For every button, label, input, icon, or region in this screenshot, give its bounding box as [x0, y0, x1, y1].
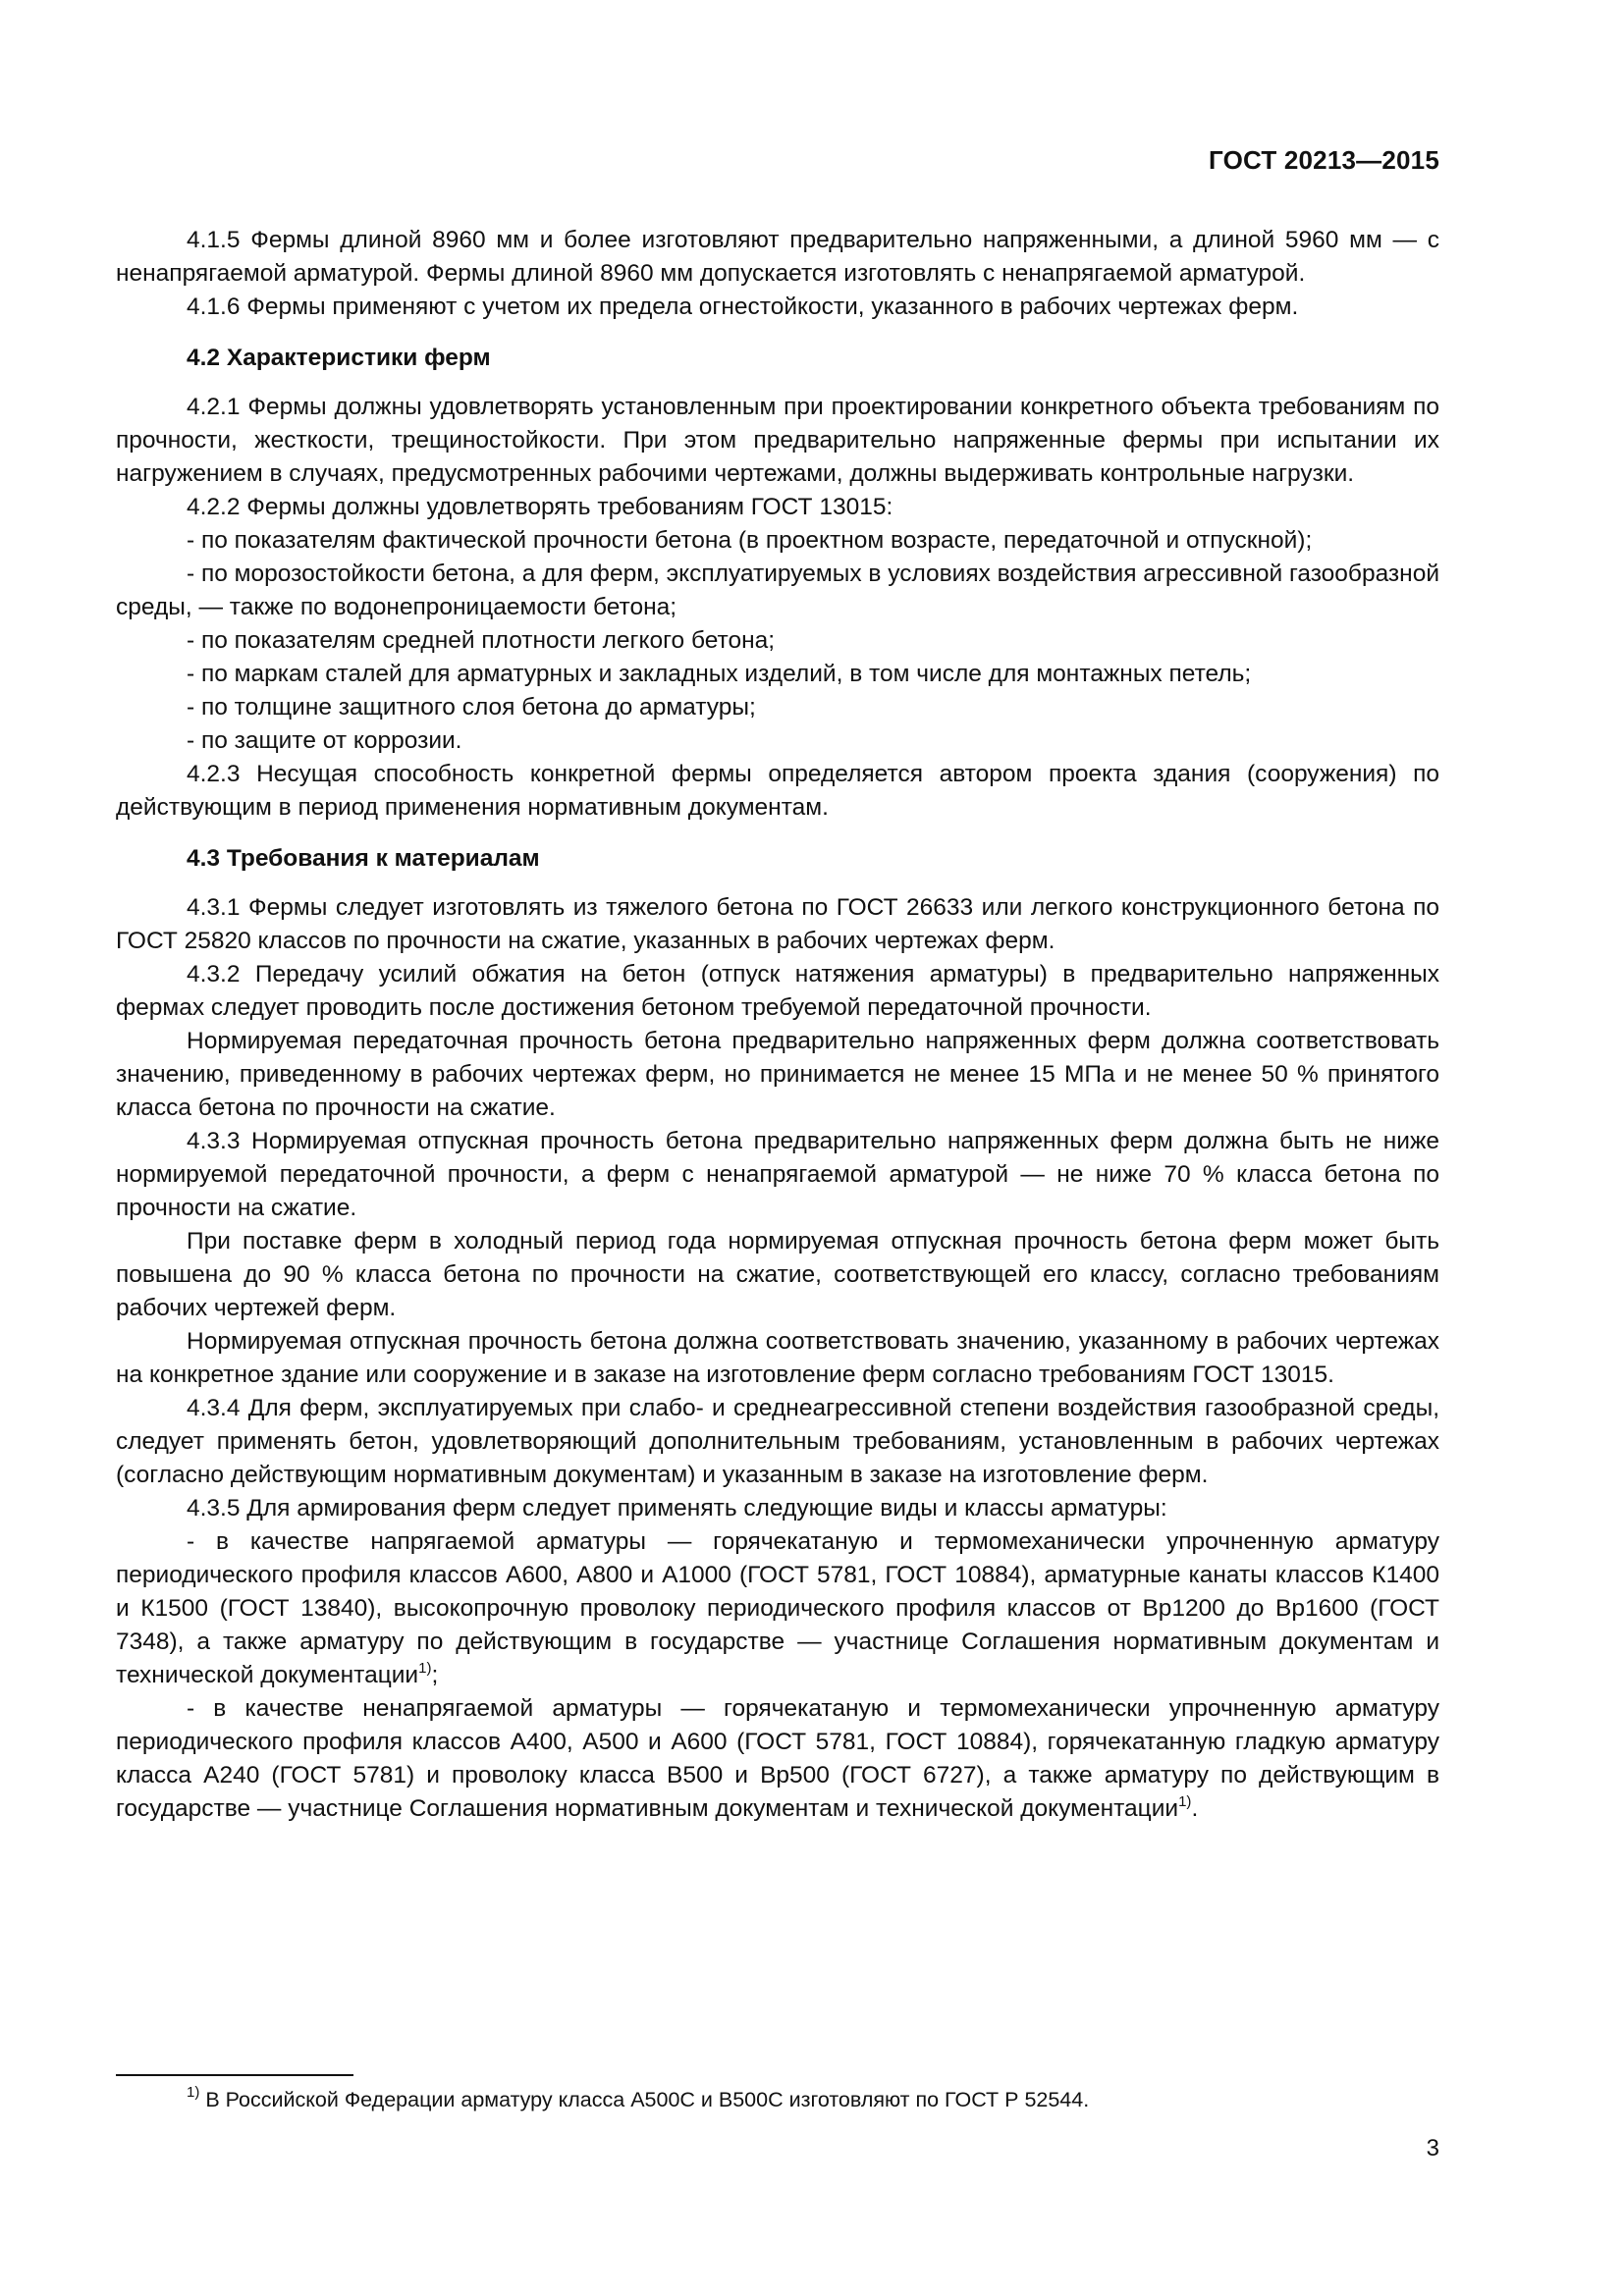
- paragraph-4-2-1: 4.2.1 Фермы должны удовлетворять установленным при проектировании конкретного объекта требованиям по прочности, жесткости, трещиностойкости. При этом предварительно напряженные фермы при испытании их нагружением в случаях, предусмотренных рабочими чертежами, должны выдерживать контрольные нагрузки.: [116, 394, 1439, 487]
- section-heading-4-3: 4.3 Требования к материалам: [187, 845, 540, 872]
- footnote: [187, 2085, 1089, 2114]
- paragraph-4-1-5: 4.1.5 Фермы длиной 8960 мм и более изготовляют предварительно напряженными, а длиной 5960 мм — с ненапрягаемой арматурой. Фермы длиной 8960 мм допускается изготовлять с ненапрягаемой арматурой.: [116, 227, 1439, 287]
- paragraph-4-3-3: 4.3.3 Нормируемая отпускная прочность бетона предварительно напряженных ферм должна быть не ниже нормируемой передаточной прочности, а ферм с ненапрягаемой арматурой — не ниже 70 % класса бетона по прочности на сжатие.: [116, 1128, 1439, 1221]
- paragraph-4-3-1: 4.3.1 Фермы следует изготовлять из тяжелого бетона по ГОСТ 26633 или легкого конструкционного бетона по ГОСТ 25820 классов по прочности на сжатие, указанных в рабочих чертежах ферм.: [116, 894, 1439, 954]
- document-code-header: ГОСТ 20213—2015: [1209, 145, 1439, 175]
- paragraph-4-3-2: 4.3.2 Передачу усилий обжатия на бетон (отпуск натяжения арматуры) в предварительно напряженных фермах следует проводить после достижения бетоном требуемой передаточной прочности.: [116, 961, 1439, 1021]
- paragraph-4-2-2: 4.2.2 Фермы должны удовлетворять требованиям ГОСТ 13015:: [187, 494, 893, 520]
- paragraph-4-3-2-continued: Нормируемая передаточная прочность бетона предварительно напряженных ферм должна соответствовать значению, приведенному в рабочих чертежах ферм, но принимается не менее 15 МПа и не менее 50 % принятого класса бетона по прочности на сжатие.: [116, 1028, 1439, 1121]
- paragraph-4-2-3: 4.2.3 Несущая способность конкретной фермы определяется автором проекта здания (сооружения) по действующим в период применения нормативным документам.: [116, 761, 1439, 821]
- list-item-text: - в качестве напрягаемой арматуры — горячекатаную и термомеханически упрочненную арматуру периодического профиля классов А600, А800 и А1000 (ГОСТ 5781, ГОСТ 10884), арматурные канаты классов К1400 и К1500 (ГОСТ 13840), высокопрочную проволоку периодического профиля классов от Вр1200 до Вр1600 (ГОСТ 7348), а также арматуру по действующим в государстве — участнице Соглашения нормативным документам и технической документации: [116, 1528, 1439, 1688]
- paragraph-4-3-3-continued: При поставке ферм в холодный период года нормируемая отпускная прочность бетона ферм может быть повышена до 90 % класса бетона по прочности на сжатие, соответствующей его классу, согласно требованиям рабочих чертежей ферм.: [116, 1228, 1439, 1321]
- paragraph-4-1-6: 4.1.6 Фермы применяют с учетом их предела огнестойкости, указанного в рабочих чертежах ферм.: [187, 294, 1299, 320]
- list-item: - по защите от коррозии.: [187, 727, 462, 754]
- list-item-punctuation: .: [1191, 1795, 1199, 1822]
- list-item: [116, 1525, 1439, 1692]
- paragraph-4-3-5: 4.3.5 Для армирования ферм следует применять следующие виды и классы арматуры:: [187, 1495, 1167, 1522]
- footnote-mark: 1): [187, 2084, 200, 2101]
- footnote-text: В Российской Федерации арматуру класса А500С и В500С изготовляют по ГОСТ Р 52544.: [199, 2088, 1090, 2111]
- paragraph-4-3-4: 4.3.4 Для ферм, эксплуатируемых при слабо- и среднеагрессивной степени воздействия газообразной среды, следует применять бетон, удовлетворяющий дополнительным требованиям, установленным в рабочих чертежах (согласно действующим нормативным документам) и указанным в заказе на изготовление ферм.: [116, 1395, 1439, 1488]
- page-body: [116, 224, 1439, 1826]
- section-heading-4-2: 4.2 Характеристики ферм: [187, 345, 491, 371]
- paragraph-4-3-3-continued: Нормируемая отпускная прочность бетона должна соответствовать значению, указанному в рабочих чертежах на конкретное здание или сооружение и в заказе на изготовление ферм согласно требованиям ГОСТ 13015.: [116, 1328, 1439, 1388]
- list-item: - по показателям фактической прочности бетона (в проектном возрасте, передаточной и отпускной);: [187, 527, 1313, 554]
- footnote-divider: [116, 2074, 353, 2076]
- list-item: - по маркам сталей для арматурных и закладных изделий, в том числе для монтажных петель;: [187, 661, 1252, 687]
- footnote-reference: 1): [418, 1660, 432, 1677]
- list-item-punctuation: ;: [431, 1662, 439, 1688]
- list-item: - по толщине защитного слоя бетона до арматуры;: [187, 694, 756, 721]
- footnote-reference: 1): [1178, 1793, 1192, 1810]
- list-item: - по показателям средней плотности легкого бетона;: [187, 627, 776, 654]
- list-item: - по морозостойкости бетона, а для ферм, эксплуатируемых в условиях воздействия агрессивной газообразной среды, — также по водонепроницаемости бетона;: [116, 561, 1440, 620]
- page-number: 3: [1426, 2135, 1439, 2162]
- list-item-text: - в качестве ненапрягаемой арматуры — горячекатаную и термомеханически упрочненную арматуру периодического профиля классов А400, А500 и А600 (ГОСТ 5781, ГОСТ 10884), горячекатанную гладкую арматуру класса А240 (ГОСТ 5781) и проволоку класса В500 и Вр500 (ГОСТ 6727), а также арматуру по действующим в государстве — участнице Соглашения нормативным документам и технической документации: [116, 1695, 1439, 1822]
- list-item: [116, 1692, 1439, 1826]
